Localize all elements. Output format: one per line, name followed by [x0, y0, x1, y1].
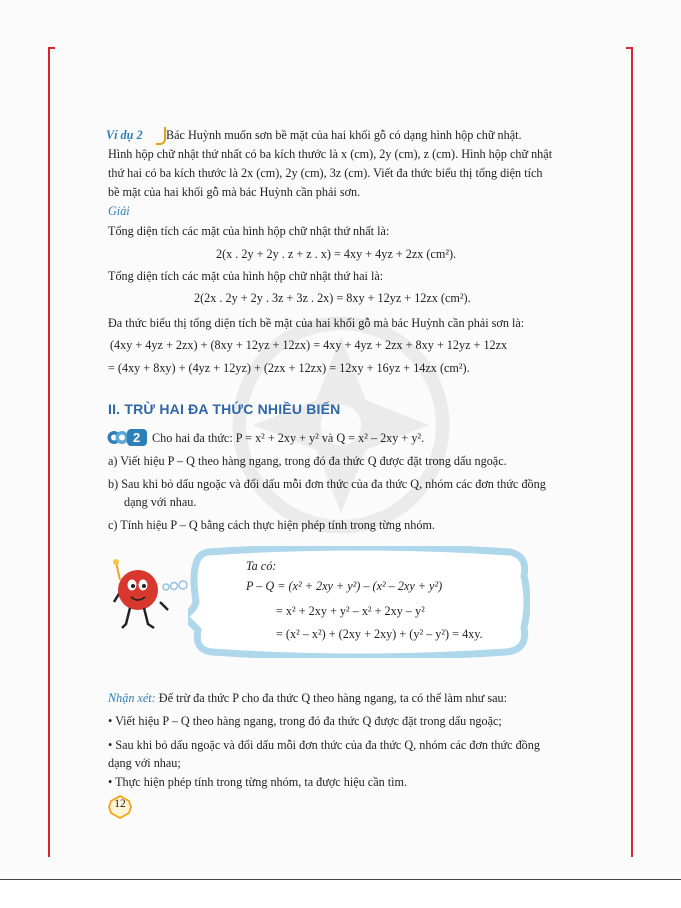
example-label: Ví dụ 2	[106, 128, 143, 142]
example-problem-line-2: Hình hộp chữ nhật thứ nhất có ba kích thước là x (cm), 2y (cm), z (cm). Hình hộp chữ nhật	[108, 147, 553, 161]
total-equation-1: (4xy + 4yz + 2zx) + (8xy + 12yz + 12zx) = 4xy + 4yz + 2zx + 8xy + 12yz + 12zx	[110, 338, 508, 352]
activity-item-b-line-2: dạng với nhau.	[124, 495, 197, 509]
remark-bullet-2-line-2: dạng với nhau;	[108, 756, 181, 770]
example-problem-line-4: bề mặt của hai khối gỗ mà bác Huỳnh cần phải sơn.	[108, 185, 361, 199]
activity-icon	[107, 428, 147, 447]
page-number: 12	[114, 798, 126, 810]
example-label-box	[106, 127, 164, 144]
remark-bullet-2-line-1: • Sau khi bỏ dấu ngoặc và đổi dấu mỗi đơn thức của đa thức Q, nhóm các đơn thức đồng	[108, 738, 540, 752]
example-problem-line-1: Bác Huỳnh muốn sơn bề mặt của hai khối gỗ có dạng hình hộp chữ nhật.	[166, 128, 522, 142]
bottom-margin	[0, 880, 681, 908]
area2-equation: 2(2x . 2y + 2y . 3z + 3z . 2x) = 8xy + 12yz + 12zx (cm²).	[194, 291, 471, 305]
activity-item-c: c) Tính hiệu P – Q bằng cách thực hiện phép tính trong từng nhóm.	[108, 518, 435, 532]
remark-line	[108, 690, 507, 707]
mascot-icon	[110, 558, 200, 636]
activity-intro: Cho hai đa thức: P = x² + 2xy + y² và Q = x² – 2xy + y².	[152, 431, 425, 445]
bubble-line-1: P – Q = (x² + 2xy + y²) – (x² – 2xy + y²)	[246, 579, 443, 593]
bubble-line-3: = (x² – x²) + (2xy + 2xy) + (y² – y²) = 4xy.	[276, 627, 483, 641]
area1-equation: 2(x . 2y + 2y . z + z . x) = 4xy + 4yz + 2zx (cm²).	[216, 247, 457, 261]
area2-line: Tổng diện tích các mặt của hình hộp chữ nhật thứ hai là:	[108, 269, 384, 283]
total-line: Đa thức biểu thị tổng diện tích bề mặt của hai khối gỗ mà bác Huỳnh cần phải sơn là:	[108, 316, 525, 330]
solution-label: Giải	[108, 204, 130, 218]
remark-bullet-3: • Thực hiện phép tính trong từng nhóm, ta được hiệu cần tìm.	[108, 775, 408, 789]
corner-mark-right-vertical	[631, 47, 633, 857]
example-problem-line-3: thứ hai có ba kích thước là 2x (cm), 2y (cm), 3z (cm). Viết đa thức biểu thị tổng diện tích	[108, 166, 543, 180]
total-equation-2: = (4xy + 8xy) + (4yz + 12yz) + (2zx + 12zx) = 12xy + 16yz + 14zx (cm²).	[108, 361, 470, 375]
section-title: II. TRỪ HAI ĐA THỨC NHIỀU BIẾN	[108, 401, 341, 417]
bubble-heading: Ta có:	[246, 559, 277, 573]
area1-line: Tổng diện tích các mặt của hình hộp chữ nhật thứ nhất là:	[108, 224, 390, 238]
remark-label: Nhận xét:	[108, 691, 156, 705]
activity-number: 2	[133, 430, 141, 445]
remark-bullet-1: • Viết hiệu P – Q theo hàng ngang, trong đó đa thức Q được đặt trong dấu ngoặc;	[108, 714, 502, 728]
activity-item-a: a) Viết hiệu P – Q theo hàng ngang, trong đó đa thức Q được đặt trong dấu ngoặc.	[108, 454, 507, 468]
corner-mark-left-vertical	[48, 47, 50, 857]
activity-item-b-line-1: b) Sau khi bỏ dấu ngoặc và đổi dấu mỗi đơn thức của đa thức Q, nhóm các đơn thức đồng	[108, 477, 546, 491]
bubble-line-2: = x² + 2xy + y² – x² + 2xy – y²	[276, 604, 425, 618]
remark-intro: Để trừ đa thức P cho đa thức Q theo hàng ngang, ta có thể làm như sau:	[158, 691, 507, 705]
example-label-mark	[156, 127, 166, 145]
